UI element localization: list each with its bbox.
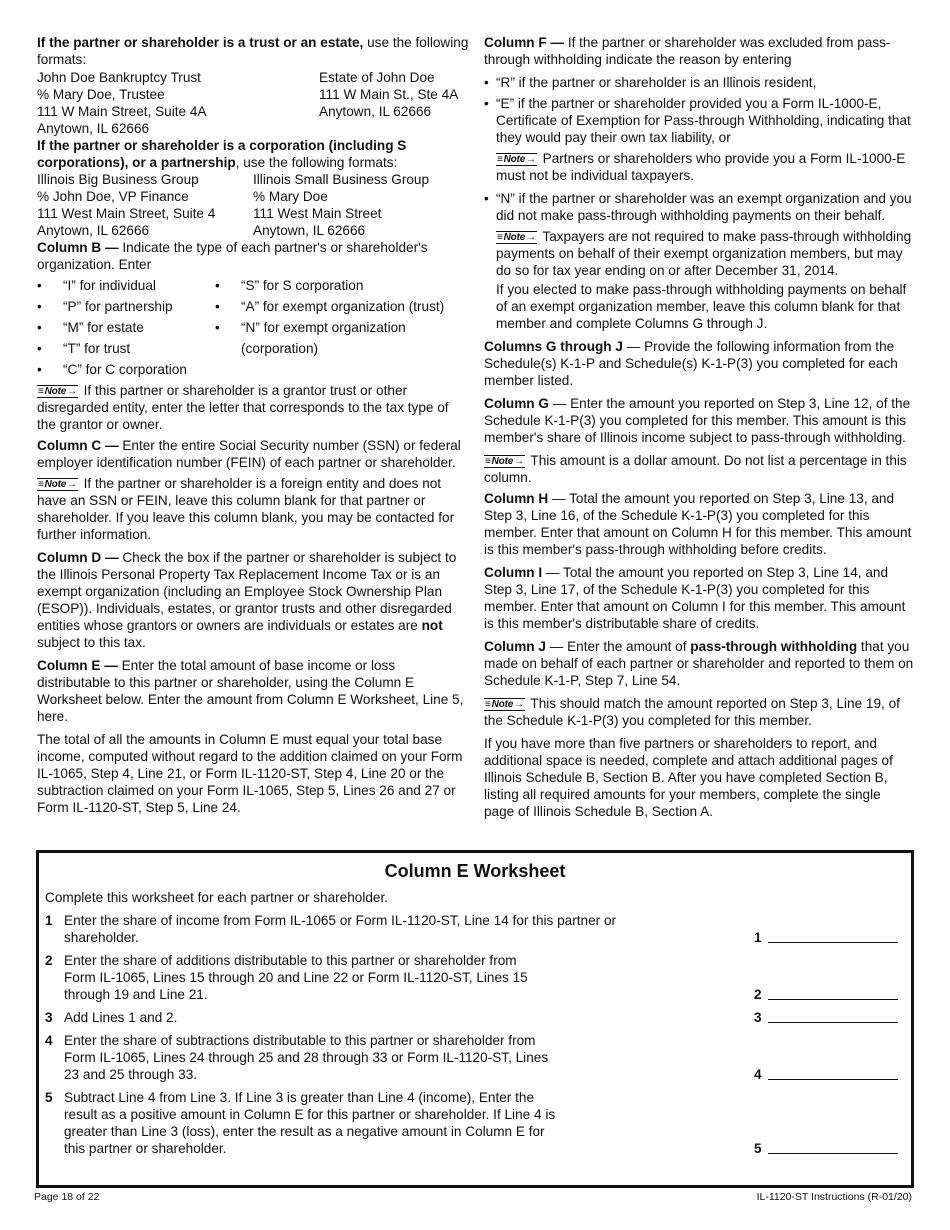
column-b-note: ≡ Note → If this partner or shareholder is a grantor trust or other disregarded entity, enter the letter that corresponds to the tax type of the grantor or owner.	[37, 382, 469, 433]
left-column	[37, 34, 469, 822]
column-f-text: Column F — If the partner or shareholder was excluded from pass-through withholding indicate the reason by entering	[484, 35, 891, 67]
worksheet-line-4: 4 Enter the share of subtractions distributable to this partner or shareholder from Form IL-1065, Lines 24 through 25 and 28 through 33 or Form IL-1120-ST, Lines 23 and 25 through 33. 4	[45, 1032, 911, 1083]
worksheet-title: Column E Worksheet	[384, 861, 566, 881]
column-f-n-extra: If you elected to make pass-through withholding payments on behalf of an exempt organization member, leave this column blank for that member and complete Columns G through J.	[496, 282, 907, 331]
trust-address-examples: John Doe Bankruptcy Trust % Mary Doe, Trustee 111 W Main Street, Suite 4A Anytown, IL 62666 Estate of John Doe 111 W Main St., Ste 4A Anytown, IL 62666	[37, 70, 459, 136]
column-b-text: Column B — Indicate the type of each partner's or shareholder's organization. Enter	[37, 240, 428, 272]
column-e-total: The total of all the amounts in Column E must equal your total base income, computed without regard to the addition claimed on your Form IL-1065, Step 4, Line 21, or Form IL-1120-ST, Step 4, Line 20 or the subtraction claimed on your Form IL-1065, Step 5, Lines 26 and 27 or Form IL-1120-ST, Step 5, Line 24.	[37, 732, 463, 815]
column-c-text: Column C — Enter the entire Social Security number (SSN) or federal employer identification number (FEIN) of each partner or shareholder.	[37, 438, 461, 470]
note-icon: ≡ Note →	[37, 478, 78, 491]
form-id: IL-1120-ST Instructions (R-01/20)	[756, 1191, 912, 1203]
worksheet-line-3: 3 Add Lines 1 and 2. 3	[45, 1009, 911, 1026]
note-icon: ≡ Note →	[496, 153, 537, 166]
column-f-n: • “N” if the partner or shareholder was an exempt organization and you did not make pass-through withholding payments on their behalf.	[484, 191, 912, 223]
column-g-note: ≡ Note → This amount is a dollar amount. Do not list a percentage in this column.	[484, 452, 914, 486]
note-icon: ≡ Note →	[37, 385, 78, 398]
corp-address-examples: Illinois Big Business Group % John Doe, VP Finance 111 West Main Street, Suite 4 Anytown, IL 62666 Illinois Small Business Group % Mary Doe 111 West Main Street Anytown, IL 62666	[37, 172, 430, 238]
worksheet-line-2-answer[interactable]: 2	[754, 986, 898, 1003]
column-d-text: Column D — Check the box if the partner or shareholder is subject to the Illinois Personal Property Tax Replacement Income Tax or is an exempt organization (including an Employee Stock Ownership Plan (ESOP)). Individuals, estates, or grantor trusts and other disregarded entities whose grantors or owners are individuals or estates are not subject to this tax.	[37, 550, 457, 650]
worksheet-line-5: 5 Subtract Line 4 from Line 3. If Line 3 is greater than Line 4 (income), Enter the result as a positive amount in Column E for this partner or shareholder. If Line 4 is greater than Line 3 (loss), enter the result as a negative amount in Column E for this partner or shareholder. 5	[45, 1089, 911, 1157]
page-number: Page 18 of 22	[34, 1191, 100, 1203]
additional-pages-text: If you have more than five partners or shareholders to report, and additional space is needed, complete and attach additional pages of Illinois Schedule B, Section B. After you have completed Section B, listing all required amounts for your members, complete the single page of Illinois Schedule B, Section A.	[484, 736, 893, 819]
note-icon: ≡ Note →	[484, 455, 525, 468]
column-f-e: • “E” if the partner or shareholder provided you a Form IL-1000-E, Certificate of Exemption for Pass-through Withholding, indicating that they would pay their own tax liability, or	[484, 96, 911, 145]
column-j-note: ≡ Note → This should match the amount reported on Step 3, Line 19, of the Schedule K-1-P(3) you completed for this member.	[484, 695, 914, 729]
right-column	[484, 34, 914, 826]
column-b-codes: • “I” for individual • “S” for S corporation • “P” for partnership • “A” for exempt organization (trust) • “M” for estate • “N” for exempt organization • “T” for trust (corporation) • “C” for C corporation	[37, 278, 445, 377]
column-g-text: Column G — Enter the amount you reported on Step 3, Line 12, of the Schedule K-1-P(3) you completed for this member. This amount is this member's share of Illinois income subject to pass-through withholding.	[484, 396, 911, 445]
note-icon: ≡ Note →	[496, 231, 537, 244]
column-h-text: Column H — Total the amount you reported on Step 3, Line 13, and Step 3, Line 16, of the Schedule K-1-P(3) you completed for this member. Enter that amount on Column H for this member. This amount is this member's pass-through withholding before credits.	[484, 491, 912, 557]
page-footer	[34, 1189, 912, 1206]
columns-g-j-text: Columns G through J — Provide the following information from the Schedule(s) K-1-P and Schedule(s) K-1-P(3) you completed for each member listed.	[484, 339, 898, 388]
column-j-text: Column J — Enter the amount of pass-through withholding that you made on behalf of each partner or shareholder and reported to them on Schedule K-1-P, Step 7, Line 54.	[484, 639, 914, 688]
corp-heading: If the partner or shareholder is a corporation (including S corporations), or a partnership, use the following formats:	[37, 138, 407, 170]
worksheet-line-4-answer[interactable]: 4	[754, 1066, 898, 1083]
column-f-n-note: ≡ Note → Taxpayers are not required to make pass-through withholding payments on behalf of their exempt organization members, but may do so for tax year ending on or after December 31, 2014.	[484, 228, 914, 279]
column-e-worksheet	[36, 850, 914, 1188]
worksheet-line-1-answer[interactable]: 1	[754, 929, 898, 946]
column-f-r: • “R” if the partner or shareholder is an Illinois resident,	[484, 75, 817, 90]
worksheet-line-5-answer[interactable]: 5	[754, 1140, 898, 1157]
worksheet-line-1: 1 Enter the share of income from Form IL-1065 or Form IL-1120-ST, Line 14 for this partner or shareholder. 1	[45, 912, 911, 946]
note-icon: ≡ Note →	[484, 698, 525, 711]
worksheet-line-3-answer[interactable]: 3	[754, 1009, 898, 1026]
column-i-text: Column I — Total the amount you reported on Step 3, Line 14, and Step 3, Line 17, of the Schedule K-1-P(3) you completed for this member. Enter that amount on Column I for this member. This amount is this member's distributable share of credits.	[484, 565, 906, 631]
column-c-note: ≡ Note → If the partner or shareholder is a foreign entity and does not have an SSN or FEIN, leave this column blank for that partner or shareholder. If you leave this column blank, you may be contacted for further information.	[37, 475, 469, 543]
trust-heading: If the partner or shareholder is a trust or an estate, use the following formats:	[37, 35, 469, 67]
column-f-e-note: ≡ Note → Partners or shareholders who provide you a Form IL-1000-E must not be individual taxpayers.	[484, 150, 914, 184]
column-e-text: Column E — Enter the total amount of base income or loss distributable to this partner or shareholder, using the Column E Worksheet below. Enter the amount from Column E Worksheet, Line 5, here.	[37, 658, 464, 724]
worksheet-line-2: 2 Enter the share of additions distributable to this partner or shareholder from Form IL-1065, Lines 15 through 20 and Line 22 or Form IL-1120-ST, Lines 15 through 19 and Line 21. 2	[45, 952, 911, 1003]
worksheet-intro: Complete this worksheet for each partner or shareholder.	[45, 890, 389, 905]
